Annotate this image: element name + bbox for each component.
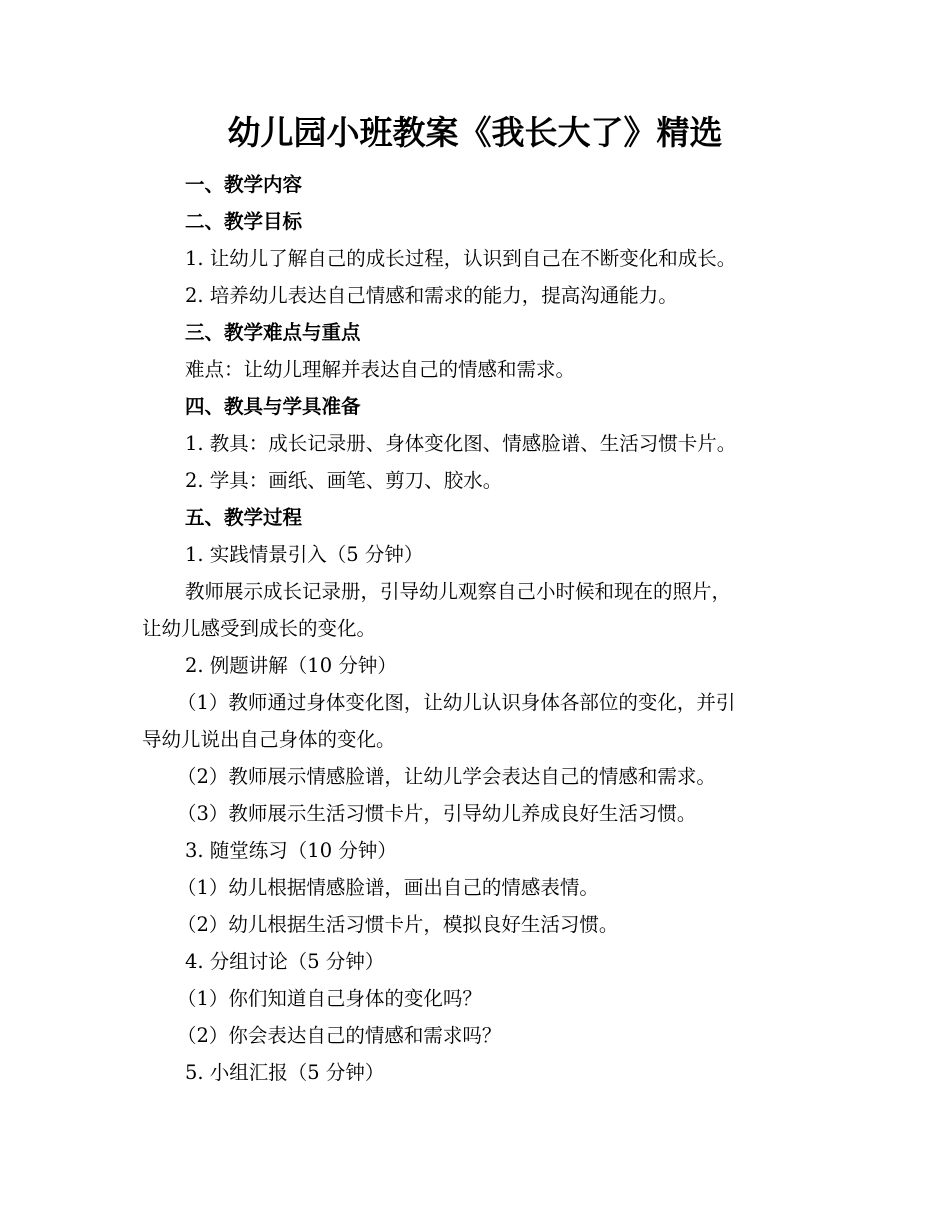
process-step-4: 4. 分组讨论（5 分钟） <box>185 950 385 973</box>
process-step-1: 1. 实践情景引入（5 分钟） <box>185 543 424 566</box>
goal-item-2: 2. 培养幼儿表达自己情感和需求的能力，提高沟通能力。 <box>185 284 678 307</box>
section-heading-difficulty: 三、教学难点与重点 <box>185 321 361 344</box>
section-heading-content: 一、教学内容 <box>185 173 303 196</box>
paragraph-line: 让幼儿感受到成长的变化。 <box>142 617 377 640</box>
paragraph-line: （3）教师展示生活习惯卡片，引导幼儿养成良好生活习惯。 <box>177 802 697 825</box>
paragraph-line: （1）教师通过身体变化图，让幼儿认识身体各部位的变化，并引 <box>177 691 736 714</box>
materials-item-2: 2. 学具：画纸、画笔、剪刀、胶水。 <box>185 469 503 492</box>
paragraph-line: （1）你们知道自己身体的变化吗？ <box>177 987 482 1010</box>
page-title: 幼儿园小班教案《我长大了》精选 <box>227 113 723 152</box>
process-step-5: 5. 小组汇报（5 分钟） <box>185 1061 385 1084</box>
process-step-2: 2. 例题讲解（10 分钟） <box>185 654 397 677</box>
goal-item-1: 1. 让幼儿了解自己的成长过程，认识到自己在不断变化和成长。 <box>185 247 737 270</box>
paragraph-line: （2）教师展示情感脸谱，让幼儿学会表达自己的情感和需求。 <box>177 765 716 788</box>
paragraph-line: 教师展示成长记录册，引导幼儿观察自己小时候和现在的照片， <box>185 580 732 603</box>
paragraph-line: （1）幼儿根据情感脸谱，画出自己的情感表情。 <box>177 876 599 899</box>
section-heading-goals: 二、教学目标 <box>185 210 303 233</box>
difficulty-text: 难点：让幼儿理解并表达自己的情感和需求。 <box>185 358 576 381</box>
materials-item-1: 1. 教具：成长记录册、身体变化图、情感脸谱、生活习惯卡片。 <box>185 432 737 455</box>
section-heading-process: 五、教学过程 <box>185 506 303 529</box>
paragraph-line: 导幼儿说出自己身体的变化。 <box>142 728 396 751</box>
paragraph-line: （2）你会表达自己的情感和需求吗？ <box>177 1024 502 1047</box>
section-heading-materials: 四、教具与学具准备 <box>185 395 361 418</box>
paragraph-line: （2）幼儿根据生活习惯卡片，模拟良好生活习惯。 <box>177 913 619 936</box>
document-body <box>142 166 822 1091</box>
process-step-3: 3. 随堂练习（10 分钟） <box>185 839 397 862</box>
